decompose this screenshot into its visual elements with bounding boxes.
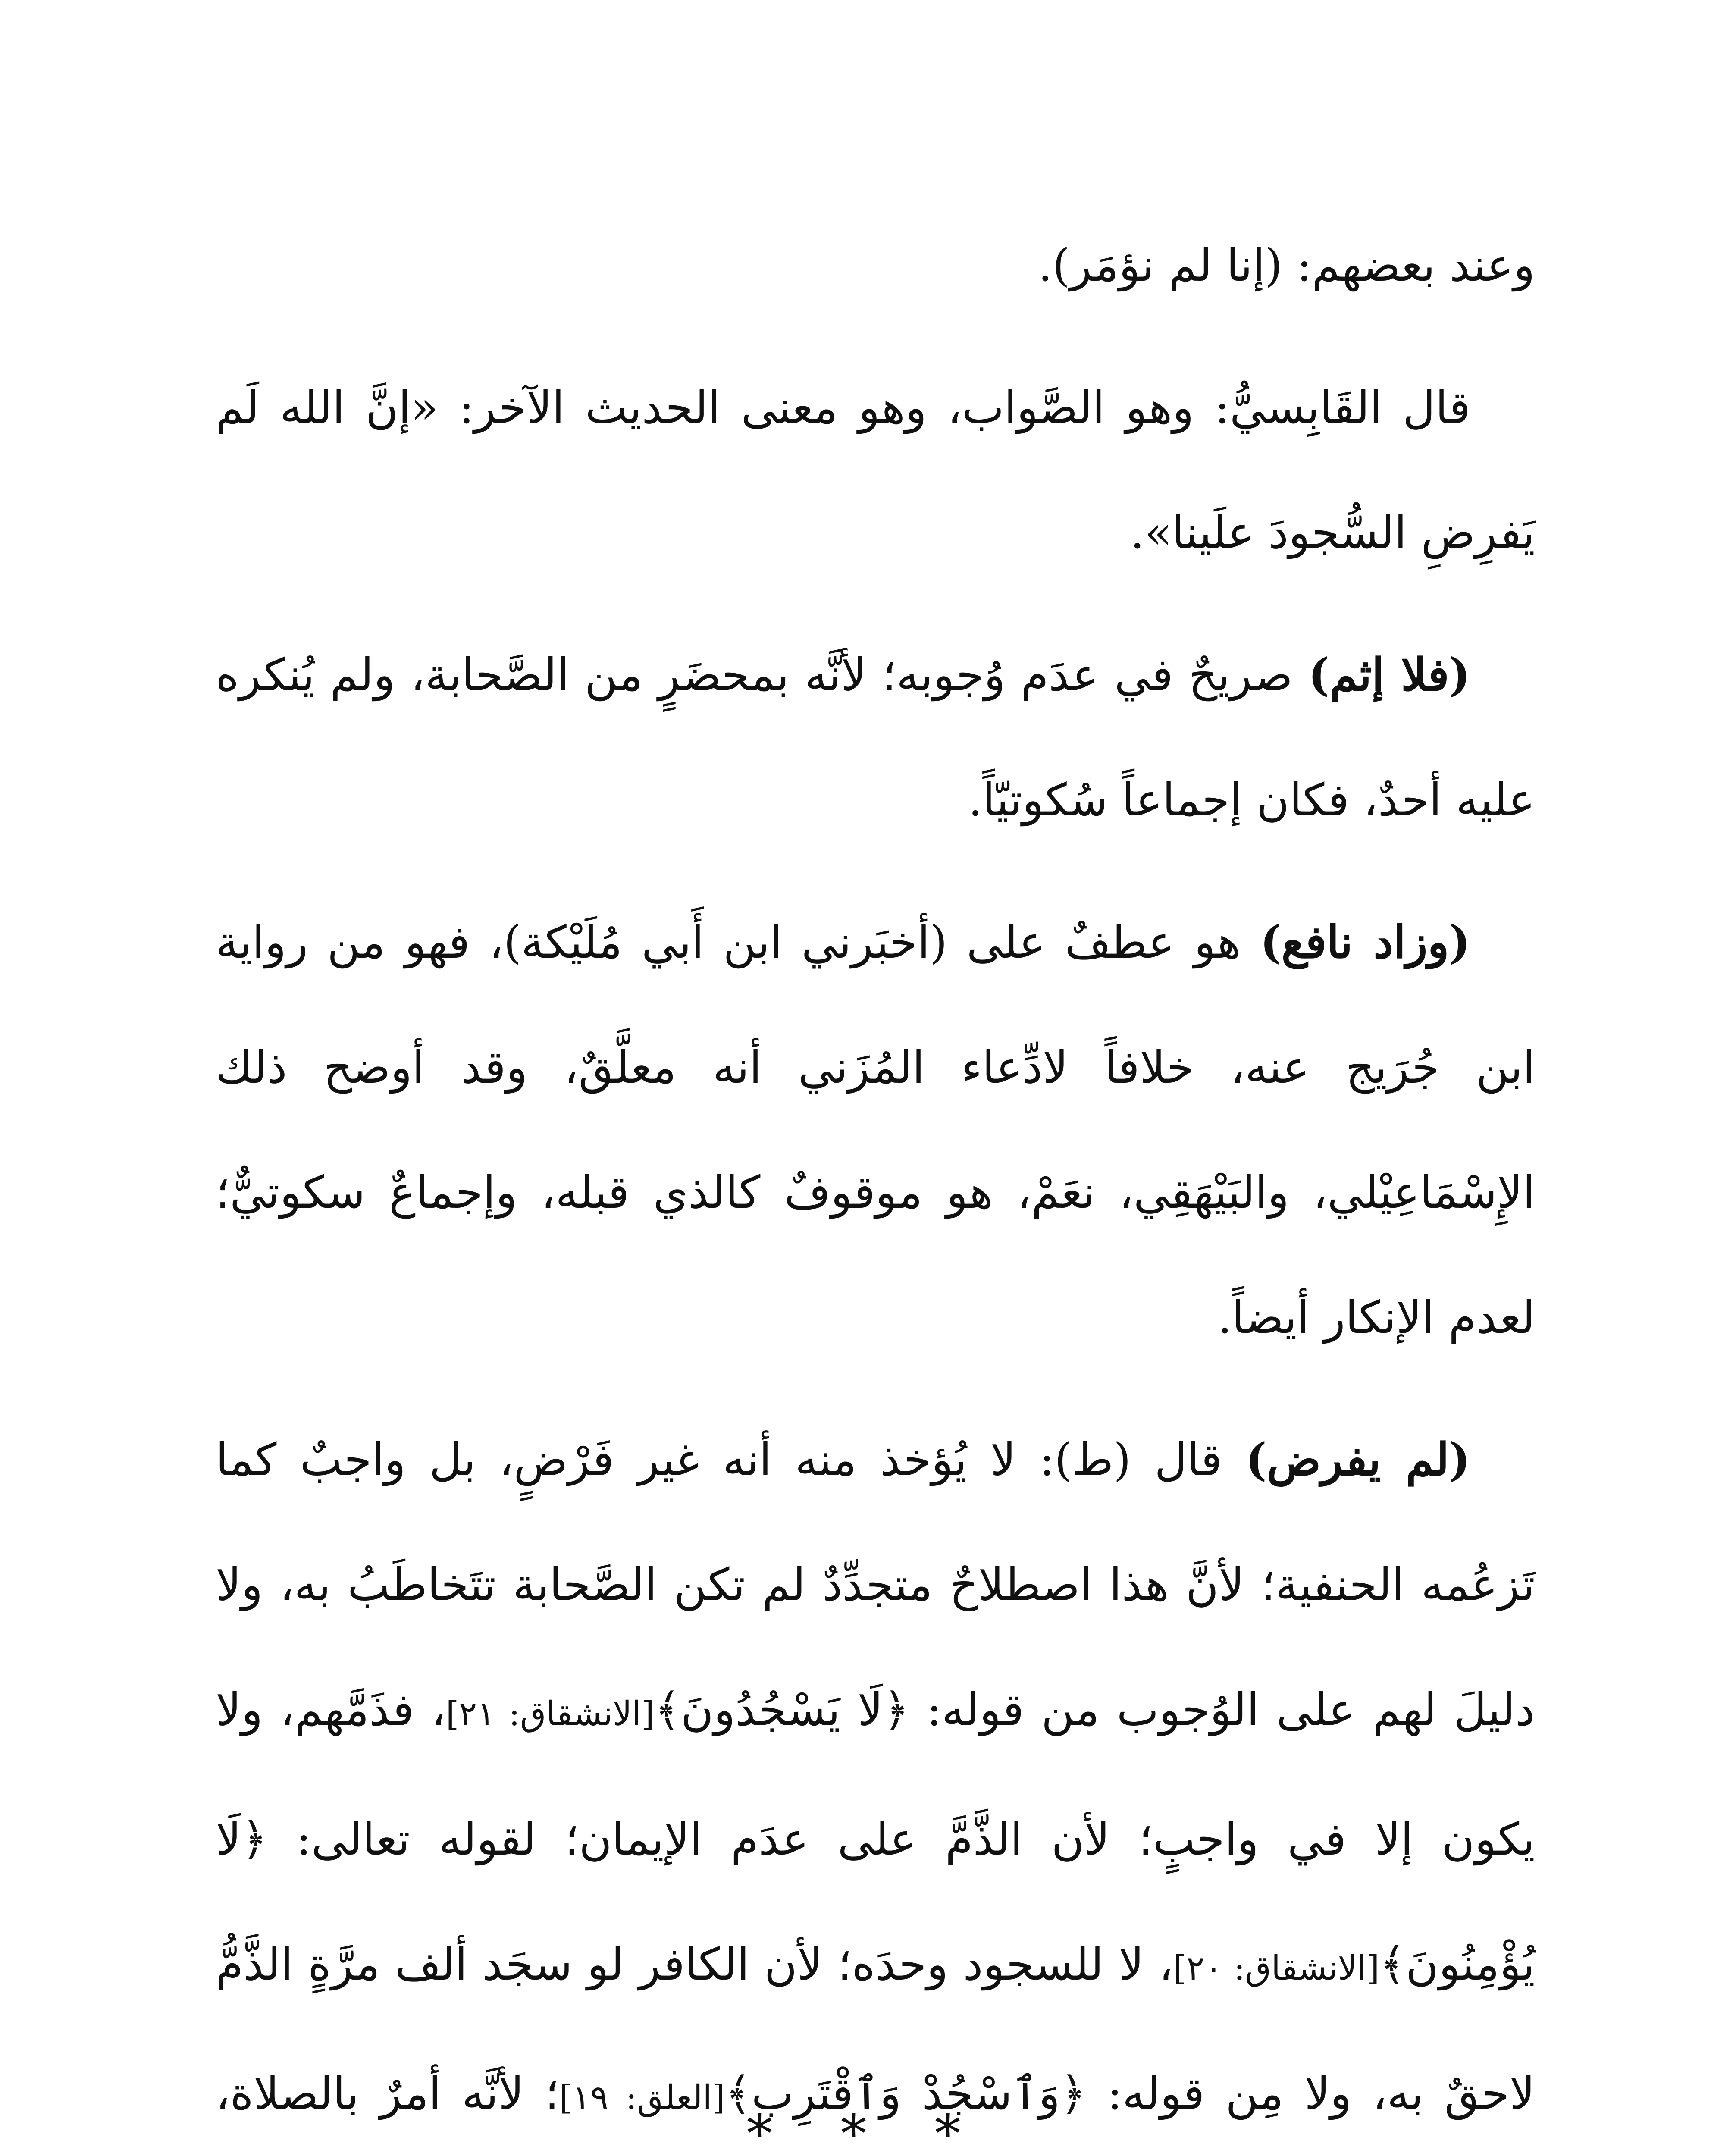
paragraph-3 <box>216 612 1535 862</box>
paragraph-4-heading: (وزاد نافع) <box>1260 915 1470 968</box>
paragraph-1-text: وعند بعضهم: (إنا لم نؤمَر). <box>1038 239 1535 291</box>
paragraph-3-text: صريحٌ في عدَم وُجوبه؛ لأنَّه بمحضَرٍ من الصَّحابة، ولم يُنكره عليه أحدٌ، فكان إجماعاً سُكوتيّاً. <box>216 649 1535 826</box>
paragraph-5-text-b: ، فذَمَّهم، ولا يكون إلا في واجبٍ؛ لأن الذَّمَّ على عدَم الإيمان؛ لقوله تعالى: <box>216 1683 1535 1865</box>
body-text <box>216 203 1535 2156</box>
paragraph-5-text-a: قال (ط): لا يُؤخذ منه أنه غير فَرْضٍ، بل واجبٌ كما تَزعُمه الحنفية؛ لأنَّ هذا اصطلاحٌ متجدِّدٌ لم تكن الصَّحابة تتَخاطَبُ به، ولا دليلَ لهم على الوُجوب من قوله: <box>216 1433 1535 1736</box>
paragraph-5-text-d: ؛ لأنَّه أمرٌ بالصلاة، <box>216 2067 559 2120</box>
quran-reference-1: [الانشقاق: ٢١] <box>445 1695 655 1733</box>
paragraph-5-text-c: ، لا للسجود وحدَه؛ لأن الكافر لو سجَد ألف مرَّةٍ الذَّمُّ لاحقٌ به، ولا مِن قوله: <box>216 1938 1535 2120</box>
quran-quote-2: ﴿لَا يُؤْمِنُونَ﴾ <box>216 1813 1535 1990</box>
quran-quote-3: ﴿وَٱسْجُدْ وَٱقْتَرِب﴾ <box>725 2067 1087 2120</box>
paragraph-2-text: قال القَابِسيُّ: وهو الصَّواب، وهو معنى الحديث الآخر: «إنَّ الله لَم يَفرِضِ السُّجودَ علَينا». <box>216 381 1535 559</box>
paragraph-3-heading: (فلا إثم) <box>1308 648 1470 701</box>
paragraph-4 <box>216 880 1535 1380</box>
section-separator: * * * <box>746 2104 987 2156</box>
paragraph-1 <box>216 203 1535 328</box>
paragraph-5-heading: (لم يفرض) <box>1245 1433 1470 1486</box>
paragraph-5 <box>216 1397 1535 2156</box>
quran-reference-2: [الانشقاق: ٢٠] <box>1173 1949 1380 1988</box>
quran-reference-3: [العلق: ١٩] <box>559 2078 725 2117</box>
paragraph-4-text: هو عطفٌ على (أخبَرني ابن أَبي مُلَيْكة)، فهو من رواية ابن جُرَيج عنه، خلافاً لادِّعاء المُزَني أنه معلَّقٌ، وقد أوضح ذلك الإِسْمَاعِيْلي، والبَيْهَقِي، نعَمْ، هو موقوفٌ كالذي قبله، وإجماعٌ سكوتيٌّ؛ لعدم الإنكار أيضاً. <box>216 916 1535 1344</box>
paragraph-2 <box>216 345 1535 595</box>
quran-quote-1: ﴿لَا يَسْجُدُونَ﴾ <box>654 1683 909 1736</box>
